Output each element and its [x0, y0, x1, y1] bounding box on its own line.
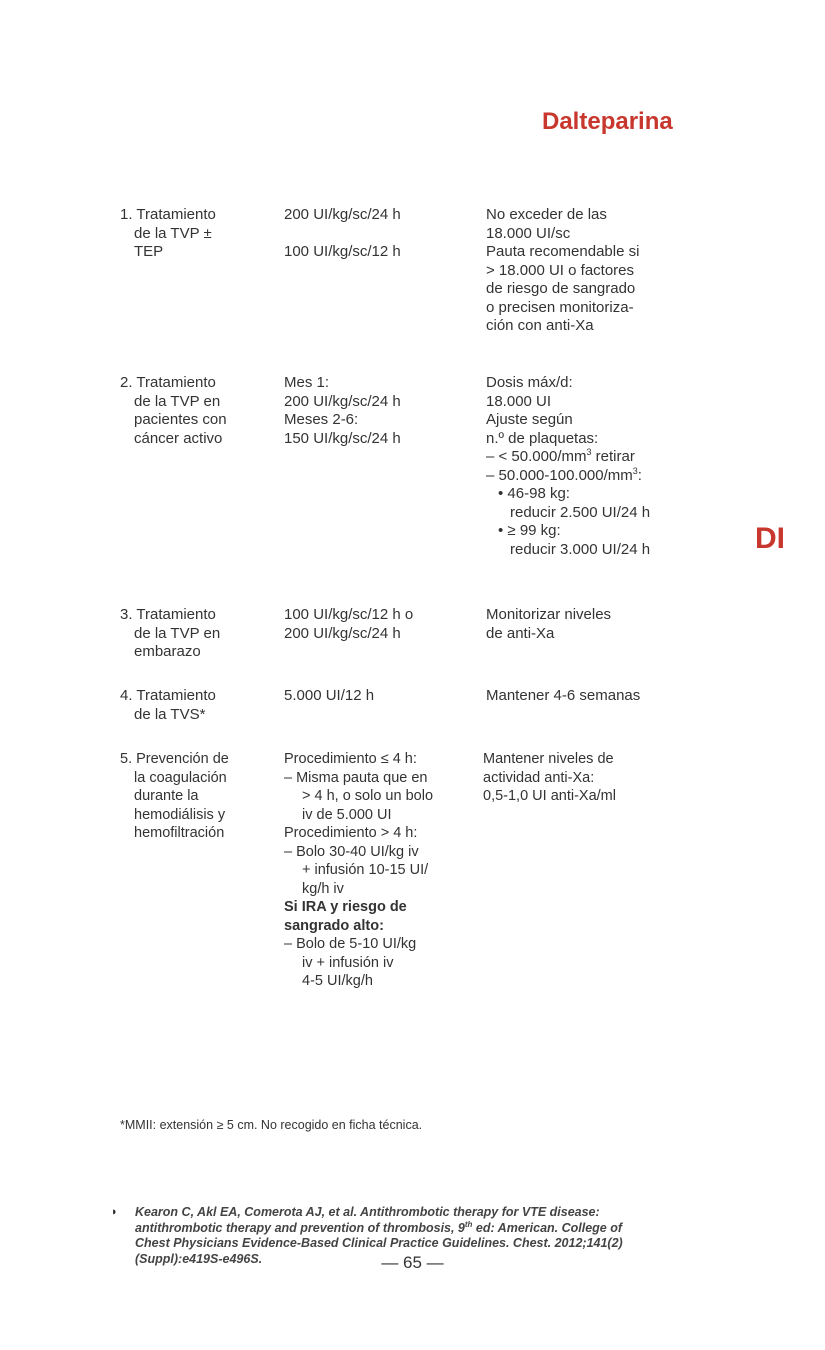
indication-cell: 3. Tratamiento de la TVP en embarazo	[120, 606, 221, 660]
warning-heading: sangrado alto:	[284, 917, 384, 934]
page-title: Dalteparina	[542, 108, 673, 135]
warning-heading: Si IRA y riesgo de	[284, 899, 407, 915]
section-tab-label: DI	[755, 522, 785, 555]
indication-cell: 4. Tratamiento de la TVS*	[120, 687, 216, 723]
notes-cell: Mantener niveles de actividad anti-Xa: 0,5-1,0 UI anti-Xa/ml	[483, 751, 616, 804]
page-number: — 65 —	[381, 1253, 444, 1272]
dose-cell: Mes 1: 200 UI/kg/sc/24 h Meses 2-6: 150 UI/kg/sc/24 h	[284, 374, 401, 447]
notes-cell: No exceder de las 18.000 UI/sc Pauta recomendable si > 18.000 UI o factores de riesgo de sangrado o precisen monitoriza- ción con anti-Xa	[486, 206, 640, 334]
indication-cell: 2. Tratamiento de la TVP en pacientes con cáncer activo	[120, 374, 227, 447]
notes-cell: Monitorizar niveles de anti-Xa	[486, 606, 612, 642]
dose-cell: 5.000 UI/12 h	[284, 687, 375, 704]
dose-cell: 200 UI/kg/sc/24 h 100 UI/kg/sc/12 h	[284, 206, 401, 260]
bullet-icon: ◗	[111, 1206, 118, 1218]
notes-cell: Mantener 4-6 semanas	[486, 687, 641, 704]
dose-cell: Procedimiento ≤ 4 h: – Misma pauta que en > 4 h, o solo un bolo iv de 5.000 UI Procedimiento > 4 h: – Bolo 30-40 UI/kg iv + infusión 10-15 UI/ kg/h iv Si IRA y riesgo de sangrado alto: – Bolo de 5-10 UI/kg iv + infusión iv 4-5 UI/kg/h	[284, 750, 474, 991]
indication-cell: 5. Prevención de la coagulación durante la hemodiálisis y hemofiltración	[120, 751, 229, 841]
footnote: *MMII: extensión ≥ 5 cm. No recogido en ficha técnica.	[120, 1118, 423, 1132]
indication-cell: 1. Tratamiento de la TVP ± TEP	[120, 206, 216, 260]
notes-cell: Dosis máx/d: 18.000 UI Ajuste según n.º de plaquetas: – < $50.000/mm^3$ retirar – $50.000-100.000/mm^3$: • 46-98 kg: reducir 2.500 UI/24 h • ≥ 99 kg: reducir 3.000 UI/24 h	[486, 374, 651, 558]
dose-cell: 100 UI/kg/sc/12 h o 200 UI/kg/sc/24 h	[284, 606, 414, 642]
reference-text: Kearon C, Akl EA, Comerota AJ, et al. Antithrombotic therapy for VTE disease: antithrombotic therapy and prevention of thrombosis, 9th ed: American. College of Chest Physicians Evidence-Based Clinical Practice Guidelines. Chest. 2012;141(2) (Suppl):e419S-e496S.	[135, 1205, 623, 1266]
